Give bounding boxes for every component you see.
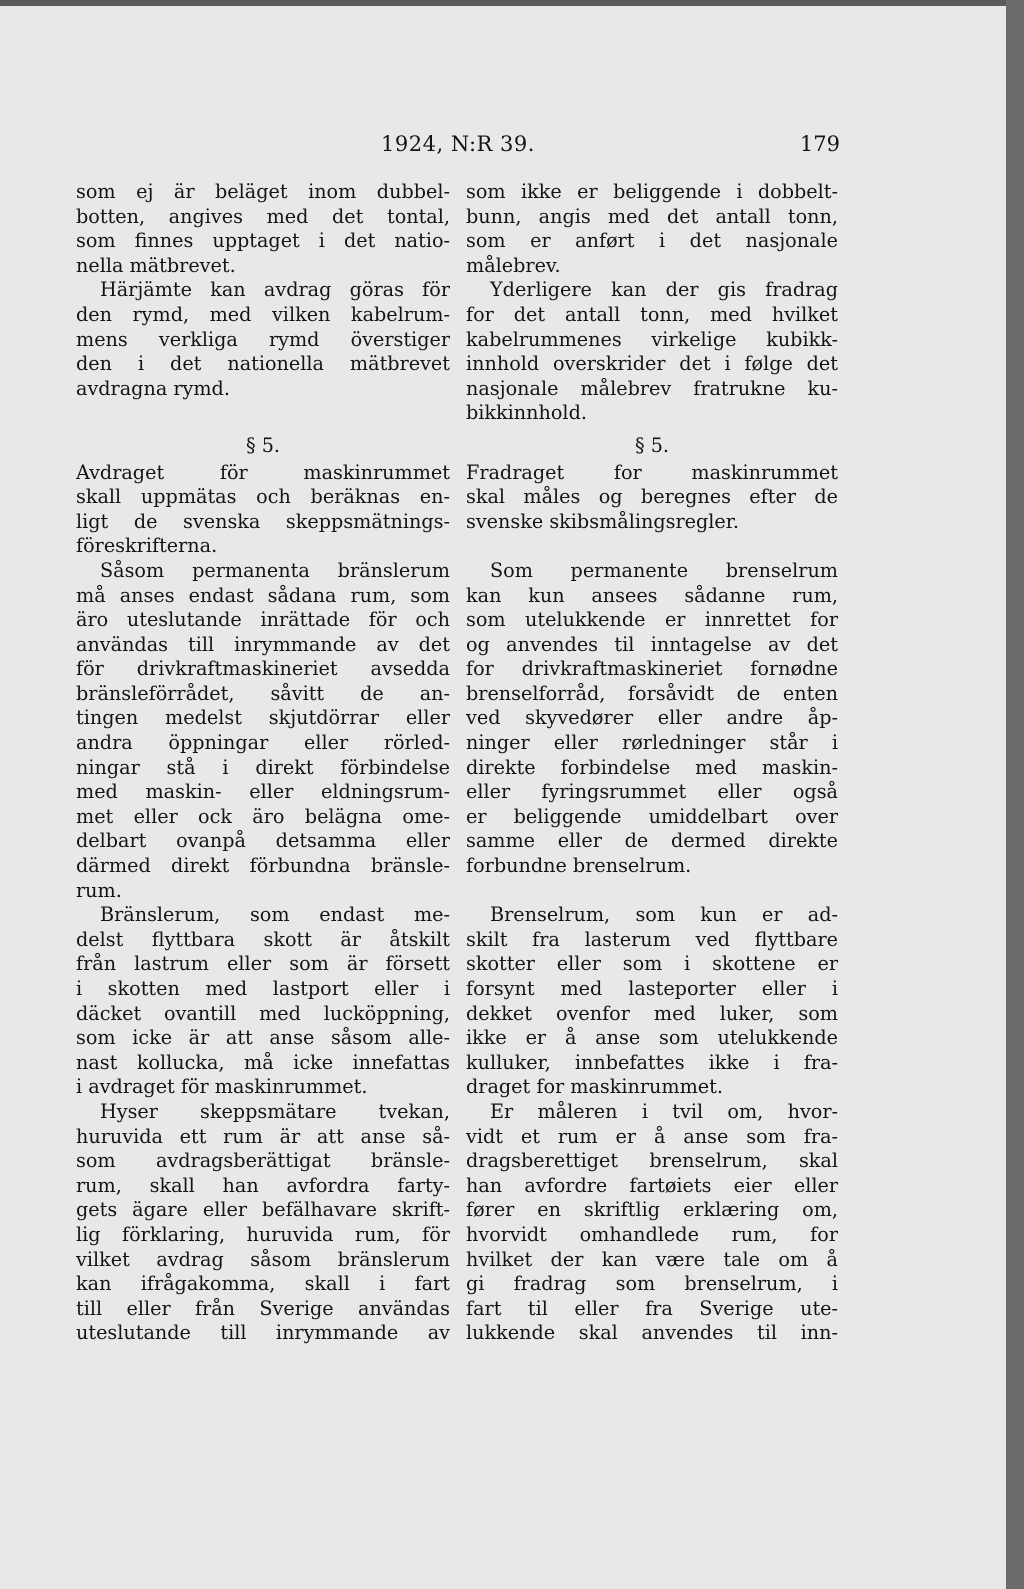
text-line: eller fyringsrummet eller også: [466, 780, 838, 804]
text-line: ved skyvedører eller andre åp-: [466, 706, 838, 730]
text-line: dekket ovenfor med luker, som: [466, 1001, 838, 1025]
text-line: med maskin- eller eldningsrum-: [76, 780, 450, 804]
text-line: botten, angives med det tontal,: [76, 204, 450, 228]
paragraph: [76, 1100, 450, 1346]
text-line: uteslutande till inrymmande av: [76, 1321, 450, 1345]
text-line: den i det nationella mätbrevet: [76, 352, 450, 376]
text-line: kabelrummenes virkelige kubikk-: [466, 327, 838, 351]
text-line: for drivkraftmaskineriet fornødne: [466, 657, 838, 681]
spacer: [466, 534, 838, 559]
text-line: lukkende skal anvendes til inn-: [466, 1321, 838, 1345]
text-line: Avdraget för maskinrummet: [76, 460, 450, 484]
text-line: Härjämte kan avdrag göras för: [100, 278, 450, 302]
text-line: samme eller de dermed direkte: [466, 829, 838, 853]
section-heading: § 5.: [635, 433, 669, 457]
text-line: vilket avdrag såsom bränslerum: [76, 1247, 450, 1271]
text-line: Fradraget for maskinrummet: [466, 460, 838, 484]
text-line: ikke er å anse som utelukkende: [466, 1026, 838, 1050]
text-line: ningar stå i direkt förbindelse: [76, 755, 450, 779]
text-line: skilt fra lasterum ved flyttbare: [466, 927, 838, 951]
text-line: Yderligere kan der gis fradrag: [490, 278, 838, 302]
text-line: han avfordre fartøiets eier eller: [466, 1173, 838, 1197]
text-line: hvorvidt omhandlede rum, for: [466, 1222, 838, 1246]
text-line: från lastrum eller som är försett: [76, 952, 450, 976]
text-line: ninger eller rørledninger står i: [466, 731, 838, 755]
text-line: som ikke er beliggende i dobbelt-: [466, 180, 838, 203]
scan-border-top: [0, 0, 1024, 6]
text-line: den rymd, med vilken kabelrum-: [76, 302, 450, 326]
text-line: gets ägare eller befälhavare skrift-: [76, 1198, 450, 1222]
text-line: till eller från Sverige användas: [76, 1296, 450, 1320]
text-line: nast kollucka, må icke innefattas: [76, 1050, 450, 1074]
text-line: äro uteslutande inrättade för och: [76, 608, 450, 632]
text-line: användas till inrymmande av det: [76, 632, 450, 656]
text-line: delbart ovanpå detsamma eller: [76, 829, 450, 853]
paragraph: [466, 278, 838, 426]
paragraph: [466, 461, 838, 535]
text-line: for det antall tonn, med hvilket: [466, 302, 838, 326]
text-line: som ej är beläget inom dubbel-: [76, 180, 450, 203]
paragraph: [76, 278, 450, 401]
text-line: bränsleförrådet, såvitt de an-: [76, 681, 450, 705]
text-line: er beliggende umiddelbart over: [466, 804, 838, 828]
text-line: rum, skall han avfordra farty-: [76, 1173, 450, 1197]
text-line: og anvendes til inntagelse av det: [466, 632, 838, 656]
text-line: Brenselrum, som kun er ad-: [490, 903, 838, 927]
paragraph: [466, 180, 838, 278]
norwegian-column: [466, 180, 838, 1346]
text-line: svenske skibsmålingsregler.: [466, 509, 739, 533]
text-line: draget for maskinrummet.: [466, 1075, 723, 1099]
text-line: direkte forbindelse med maskin-: [466, 755, 838, 779]
text-line: fart til eller fra Sverige ute-: [466, 1296, 838, 1320]
paragraph: [76, 903, 450, 1100]
spacer: [76, 401, 450, 426]
text-line: däcket ovantill med lucköppning,: [76, 1001, 450, 1025]
paragraph: [466, 903, 838, 1100]
text-line: forsynt med lasteporter eller i: [466, 977, 838, 1000]
swedish-column: [76, 180, 450, 1346]
text-line: som er anført i det nasjonale: [466, 229, 838, 253]
paragraph: [76, 180, 450, 278]
text-line: hvilket der kan være tale om å: [466, 1247, 838, 1271]
text-line: skal måles og beregnes efter de: [466, 485, 838, 509]
text-line: nella mätbrevet.: [76, 253, 236, 277]
paragraph: [466, 559, 838, 879]
text-line: Som permanente brenselrum: [490, 558, 838, 582]
text-line: i avdraget för maskinrummet.: [76, 1075, 368, 1099]
text-line: brenselforråd, forsåvidt de enten: [466, 681, 838, 705]
text-line: avdragna rymd.: [76, 376, 230, 400]
text-line: huruvida ett rum är att anse så-: [76, 1124, 450, 1148]
text-line: i skotten med lastport eller i: [76, 977, 450, 1000]
paragraph: [76, 559, 450, 903]
running-header: [76, 132, 840, 162]
scan-border-right: [1006, 0, 1024, 1589]
text-line: föreskrifterna.: [76, 534, 218, 558]
text-line: kulluker, innbefattes ikke i fra-: [466, 1050, 838, 1074]
text-line: met eller ock äro belägna ome-: [76, 804, 450, 828]
text-line: som icke är att anse såsom alle-: [76, 1026, 450, 1050]
text-line: som avdragsberättigat bränsle-: [76, 1149, 450, 1173]
text-line: fører en skriftlig erklæring om,: [466, 1198, 838, 1222]
text-line: därmed direkt förbundna bränsle-: [76, 854, 450, 878]
text-line: för drivkraftmaskineriet avsedda: [76, 657, 450, 681]
text-line: vidt et rum er å anse som fra-: [466, 1124, 838, 1148]
running-title: 1924, N:R 39.: [381, 132, 535, 156]
page-number: 179: [799, 132, 840, 156]
paragraph: [466, 1100, 838, 1346]
text-line: ligt de svenska skeppsmätnings-: [76, 509, 450, 533]
paragraph: [76, 461, 450, 559]
text-line: skotter eller som i skottene er: [466, 952, 838, 976]
text-line: innhold overskrider det i følge det: [466, 352, 838, 376]
text-line: mens verkliga rymd överstiger: [76, 327, 450, 351]
text-line: lig förklaring, huruvida rum, för: [76, 1222, 450, 1246]
text-line: kan kun ansees sådanne rum,: [466, 583, 838, 607]
text-line: målebrev.: [466, 253, 561, 277]
text-line: bunn, angis med det antall tonn,: [466, 204, 838, 228]
spacer: [466, 879, 838, 904]
section-heading: § 5.: [246, 433, 280, 457]
text-line: skall uppmätas och beräknas en-: [76, 485, 450, 509]
text-line: Såsom permanenta bränslerum: [100, 558, 450, 582]
text-line: som finnes upptaget i det natio-: [76, 229, 450, 253]
text-line: nasjonale målebrev fratrukne ku-: [466, 376, 838, 400]
text-line: forbundne brenselrum.: [466, 854, 692, 878]
text-line: må anses endast sådana rum, som: [76, 583, 450, 607]
text-line: gi fradrag som brenselrum, i: [466, 1272, 838, 1296]
text-line: delst flyttbara skott är åtskilt: [76, 927, 450, 951]
text-line: dragsberettiget brenselrum, skal: [466, 1149, 838, 1173]
text-line: bikkinnhold.: [466, 401, 587, 425]
text-line: Hyser skeppsmätare tvekan,: [100, 1099, 450, 1123]
text-line: kan ifrågakomma, skall i fart: [76, 1272, 450, 1296]
text-line: rum.: [76, 878, 122, 902]
text-line: som utelukkende er innrettet for: [466, 608, 838, 632]
text-line: Bränslerum, som endast me-: [100, 903, 450, 927]
text-line: Er måleren i tvil om, hvor-: [490, 1099, 838, 1123]
text-line: andra öppningar eller rörled-: [76, 731, 450, 755]
text-line: tingen medelst skjutdörrar eller: [76, 706, 450, 730]
